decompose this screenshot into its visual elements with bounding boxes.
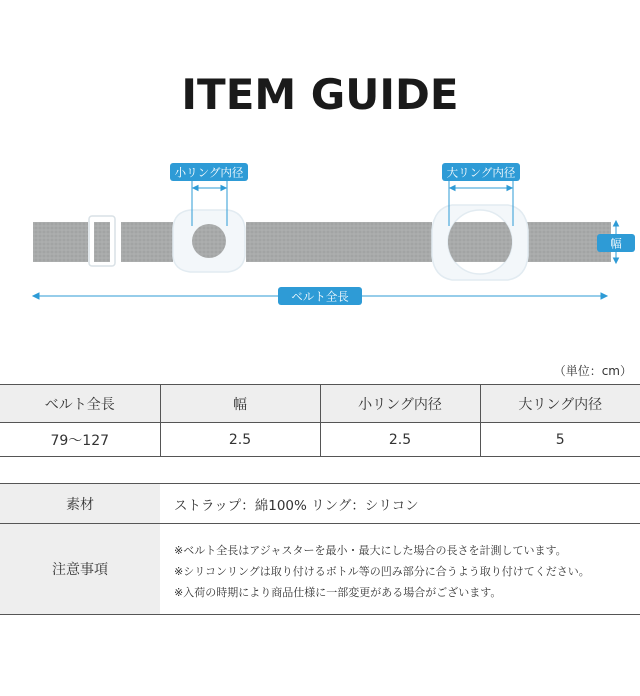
- note-item: ※入荷の時期により商品仕様に一部変更がある場合がございます。: [174, 586, 502, 599]
- info-table: [0, 483, 640, 615]
- value-belt-length: 79～127: [0, 423, 160, 457]
- strap-adjuster-core: [94, 222, 110, 262]
- material-value: ストラップ：綿100% リング：シリコン: [160, 484, 640, 523]
- header-small-ring: 小リング内径: [320, 385, 480, 423]
- spec-value-row: [0, 423, 640, 457]
- value-width: 2.5: [160, 423, 320, 457]
- strap-center: [246, 222, 432, 262]
- width-label: 幅: [610, 236, 622, 251]
- large-ring-label: 大リング内径: [446, 165, 516, 180]
- belt-length-label: ベルト全長: [291, 289, 349, 304]
- note-item: ※シリコンリングは取り付けるボトル等の凹み部分に合うよう取り付けてください。: [174, 565, 590, 578]
- strap-end-left: [33, 222, 88, 262]
- header-width: 幅: [160, 385, 320, 423]
- notes-row: [0, 523, 640, 614]
- page-title: ITEM GUIDE: [181, 70, 459, 119]
- value-small-ring: 2.5: [320, 423, 480, 457]
- small-ring-label: 小リング内径: [174, 165, 244, 180]
- header-belt-length: ベルト全長: [0, 385, 160, 423]
- value-large-ring: 5: [480, 423, 640, 457]
- large-ring: [432, 205, 528, 280]
- material-label: 素材: [0, 484, 160, 523]
- material-row: [0, 484, 640, 523]
- strap-left-mid: [121, 222, 173, 262]
- belt-diagram: [0, 150, 640, 320]
- spec-table: [0, 384, 640, 457]
- spec-header-row: [0, 385, 640, 423]
- small-ring: [173, 210, 245, 272]
- header-large-ring: 大リング内径: [480, 385, 640, 423]
- unit-label: （単位：cm）: [553, 364, 632, 378]
- notes-list: [160, 524, 640, 614]
- notes-label: 注意事項: [0, 524, 160, 614]
- note-item: ※ベルト全長はアジャスターを最小・最大にした場合の長さを計測しています。: [174, 544, 567, 557]
